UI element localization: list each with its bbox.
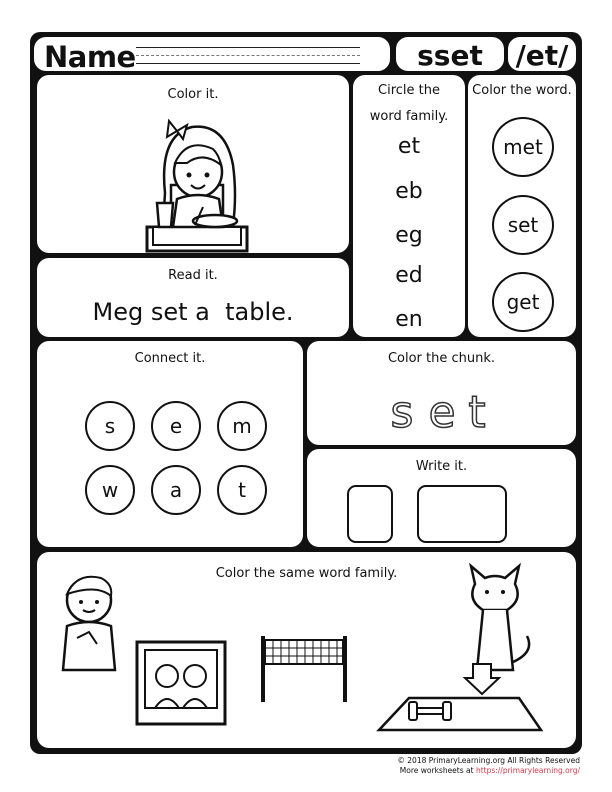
family-header bbox=[508, 37, 576, 71]
color-word-label: Color the word. bbox=[472, 83, 572, 98]
read-it-panel bbox=[37, 258, 349, 337]
letter-e: e bbox=[169, 414, 183, 438]
color-chunk-label: Color the chunk. bbox=[387, 351, 496, 366]
word-bubble-get[interactable] bbox=[492, 272, 554, 332]
chunk-outline-letters[interactable] bbox=[307, 341, 576, 445]
write-box-onset[interactable] bbox=[347, 485, 393, 543]
boy-picture[interactable] bbox=[63, 577, 115, 670]
more-worksheets-line bbox=[397, 766, 580, 776]
letter-circle-a[interactable] bbox=[151, 465, 201, 515]
family-option-eg[interactable]: eg bbox=[395, 223, 423, 248]
letter-t: t bbox=[238, 478, 246, 502]
header-word: sset bbox=[417, 39, 483, 72]
letter-circle-w[interactable] bbox=[85, 465, 135, 515]
header-family: /et/ bbox=[515, 39, 569, 72]
read-it-label: Read it. bbox=[168, 268, 218, 283]
word-header bbox=[396, 37, 504, 71]
letter-circle-t[interactable] bbox=[217, 465, 267, 515]
family-option-en[interactable]: en bbox=[395, 307, 423, 332]
mat-picture[interactable] bbox=[379, 664, 541, 730]
connect-it-panel bbox=[37, 341, 303, 547]
family-option-et[interactable]: et bbox=[397, 134, 421, 159]
chunk-letter-t: t bbox=[468, 387, 486, 438]
letter-m: m bbox=[232, 414, 252, 438]
color-it-label: Color it. bbox=[167, 87, 219, 102]
word-get: get bbox=[506, 290, 540, 314]
worksheets-link[interactable]: https://primarylearning.org/ bbox=[475, 766, 580, 775]
name-label: Name bbox=[44, 40, 136, 74]
letter-circle-m[interactable] bbox=[217, 401, 267, 451]
write-it-label: Write it. bbox=[415, 459, 468, 474]
same-family-pictures bbox=[37, 552, 576, 748]
copyright-line: © 2018 PrimaryLearning.org All Rights Reserved bbox=[397, 756, 580, 765]
letter-w: w bbox=[101, 478, 119, 502]
letter-s: s bbox=[104, 414, 116, 438]
same-family-label: Color the same word family. bbox=[215, 566, 398, 581]
write-box-rime[interactable] bbox=[417, 485, 507, 543]
photo-picture[interactable] bbox=[137, 642, 225, 724]
read-it-sentence: Meg set a table. bbox=[92, 298, 294, 326]
letter-circle-e[interactable] bbox=[151, 401, 201, 451]
word-met: met bbox=[503, 135, 543, 159]
letter-circle-s[interactable] bbox=[85, 401, 135, 451]
write-it-panel bbox=[307, 449, 576, 547]
word-bubble-set[interactable] bbox=[492, 195, 554, 255]
family-option-ed[interactable]: ed bbox=[395, 263, 423, 288]
name-write-line[interactable] bbox=[136, 47, 360, 71]
color-word-panel bbox=[468, 75, 576, 337]
circle-family-label-2: word family. bbox=[369, 109, 449, 124]
color-it-panel bbox=[37, 75, 349, 253]
cat-picture[interactable] bbox=[471, 566, 529, 670]
name-header bbox=[34, 37, 390, 74]
worksheet-frame bbox=[30, 32, 582, 754]
chunk-letter-e: e bbox=[428, 387, 456, 438]
copyright-footer bbox=[397, 756, 580, 776]
net-picture[interactable] bbox=[263, 636, 345, 702]
letter-a: a bbox=[169, 478, 183, 502]
girl-setting-table-illustration[interactable] bbox=[37, 75, 349, 253]
same-family-panel bbox=[37, 552, 576, 748]
chunk-letter-s: s bbox=[390, 387, 414, 438]
family-option-eb[interactable]: eb bbox=[395, 179, 423, 204]
word-set: set bbox=[507, 213, 539, 237]
circle-word-family-panel bbox=[353, 75, 465, 337]
connect-it-label: Connect it. bbox=[134, 351, 206, 366]
color-chunk-panel bbox=[307, 341, 576, 445]
word-bubble-met[interactable] bbox=[492, 117, 554, 177]
circle-family-label-1: Circle the bbox=[378, 83, 440, 98]
more-worksheets-prefix: More worksheets at bbox=[399, 766, 476, 775]
